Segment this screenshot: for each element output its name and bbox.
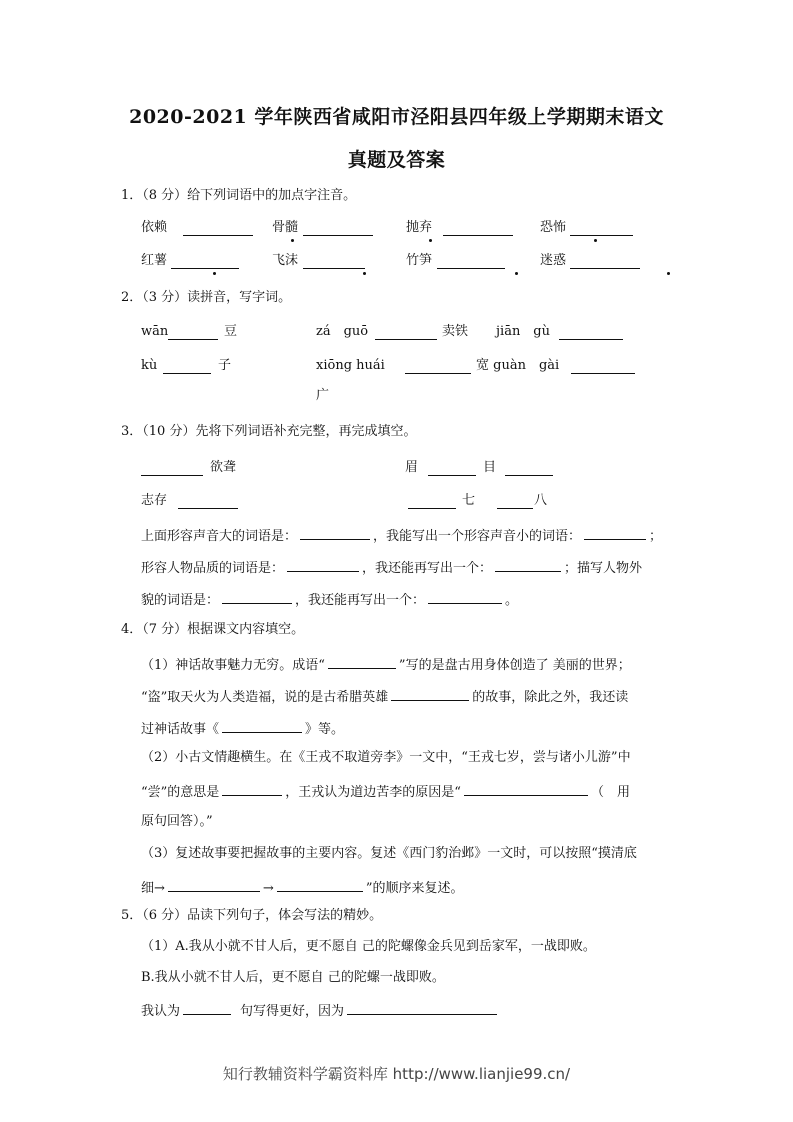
answer-blank[interactable] [178, 494, 238, 509]
sentence-text: 貌的词语是： [141, 593, 220, 608]
q2-pinyin-ku: kù [141, 358, 158, 373]
document-title-line2: 真题及答案 [347, 149, 446, 171]
q2-text-dou: 豆 [224, 324, 238, 339]
sentence-text: 我认为 [141, 1004, 181, 1019]
answer-blank[interactable] [277, 877, 363, 892]
sentence-text: （ 用 [590, 785, 630, 800]
answer-blank[interactable] [391, 686, 469, 701]
q1-word-feimo [272, 252, 298, 270]
sentence-text: 上面形容声音大的词语是： [141, 529, 298, 544]
answer-blank[interactable] [222, 718, 302, 733]
q3-word-yulong: 欲聋 [210, 460, 237, 475]
q3-sentence-3 [141, 589, 518, 610]
answer-blank[interactable] [497, 494, 533, 509]
footer-watermark: 知行教辅资料学霸资料库 http://www.lianjie99.cn/ [222, 1065, 571, 1083]
word-text: 迷惑 [540, 253, 567, 268]
answer-blank[interactable] [183, 221, 253, 236]
q2-text-zi: 子 [218, 358, 232, 373]
q3-word-mei: 眉 [405, 460, 419, 475]
q3-word-qi: 七 [462, 493, 476, 508]
q3-sentence-1 [141, 525, 662, 546]
sentence-text: 》等。 [305, 722, 345, 737]
sentence-text: ，王戎认为道边苦李的原因是“ [285, 785, 461, 800]
q3-word-mu: 目 [483, 460, 497, 475]
answer-blank[interactable] [328, 654, 396, 669]
answer-blank[interactable] [163, 359, 211, 374]
answer-blank[interactable] [428, 461, 476, 476]
answer-blank[interactable] [571, 359, 635, 374]
answer-blank[interactable] [559, 325, 623, 340]
q2-text-maitie: 卖铁 [442, 324, 469, 339]
sentence-text: “尝”的意思是 [141, 785, 220, 800]
q2-pinyin-wan: wān [141, 324, 169, 339]
q4-part1-line2 [141, 686, 628, 707]
answer-blank[interactable] [428, 589, 502, 604]
q1-word-yilai [141, 219, 167, 237]
answer-blank[interactable] [437, 254, 505, 269]
sentence-text: ； [649, 529, 663, 544]
q4-part2-line1: （2）小古文情趣横生。在《王戎不取道旁李》一文中，“王戎七岁，尝与诸小儿游”中 [141, 750, 631, 765]
sentence-text: ，我还能再写出一个： [362, 561, 493, 576]
emphasis-dot [510, 252, 523, 270]
q4-part2-line2 [141, 781, 630, 802]
answer-blank[interactable] [408, 494, 456, 509]
q1-word-kongbu [540, 219, 566, 237]
q4-part3-line1: （3）复述故事要把握故事的主要内容。复述《西门豹治邺》一文时，可以按照“摸清底 [141, 846, 637, 861]
q3-word-zhicun: 志存 [141, 493, 168, 508]
word-text: 竹笋 [406, 253, 433, 268]
word-text: 依赖 [141, 220, 168, 235]
answer-blank[interactable] [495, 557, 561, 572]
answer-blank[interactable] [347, 1000, 497, 1015]
q5-stem: 5．（6 分）品读下列句子，体会写法的精妙。 [121, 908, 383, 923]
sentence-text: 。 [505, 593, 519, 608]
answer-blank[interactable] [570, 254, 640, 269]
word-text: 红薯 [141, 253, 168, 268]
sentence-text: 形容人物品质的词语是： [141, 561, 285, 576]
sentence-text: “盗”取天火为人类造福，说的是古希腊英雄 [141, 690, 389, 705]
q4-part1-line1 [141, 654, 631, 675]
sentence-text: ，我能写出一个形容声音小的词语： [373, 529, 582, 544]
answer-blank[interactable] [303, 221, 373, 236]
q2-pinyin-zaguo: zá guō [316, 324, 369, 339]
emphasis-dot [286, 219, 299, 237]
sentence-text: 句写得更好，因为 [240, 1004, 345, 1019]
answer-blank[interactable] [443, 221, 513, 236]
q3-sentence-2 [141, 557, 642, 578]
answer-blank[interactable] [168, 325, 218, 340]
document-title-line1: 2020-2021 学年陕西省咸阳市泾阳县四年级上学期期末语文 [129, 106, 664, 128]
q1-word-hongshu [141, 252, 167, 270]
sentence-text: ”的顺序来复述。 [365, 881, 464, 896]
q2-pinyin-guangai: 宽 guàn gài [476, 358, 560, 373]
sentence-text: ”写的是盘古用身体创造了 美丽的世界； [398, 658, 631, 673]
emphasis-dot [424, 219, 437, 237]
sentence-text: ，我还能再写出一个： [295, 593, 426, 608]
answer-blank[interactable] [287, 557, 359, 572]
q1-stem: 1．（8 分）给下列词语中的加点字注音。 [121, 188, 357, 203]
word-text: 恐怖 [540, 220, 567, 235]
q4-stem: 4．（7 分）根据课文内容填空。 [121, 622, 305, 637]
q3-stem: 3．（10 分）先将下列词语补充完整，再完成填空。 [121, 424, 417, 439]
q3-word-ba: 八 [534, 493, 548, 508]
answer-blank[interactable] [405, 359, 471, 374]
answer-blank[interactable] [222, 589, 292, 604]
q1-word-mihuo [540, 252, 566, 270]
q2-stem: 2．（3 分）读拼音，写字词。 [121, 290, 292, 305]
answer-blank[interactable] [505, 461, 553, 476]
answer-blank[interactable] [570, 221, 633, 236]
word-text: 骨髓 [272, 220, 299, 235]
answer-blank[interactable] [168, 877, 260, 892]
answer-blank[interactable] [222, 781, 282, 796]
emphasis-dot [662, 252, 675, 270]
q2-pinyin-jiangu: jiān gù [496, 324, 551, 339]
q4-part2-line3: 原句回答）。” [141, 814, 213, 829]
q1-word-zhusun [406, 252, 432, 270]
answer-blank[interactable] [141, 461, 203, 476]
answer-blank[interactable] [303, 254, 365, 269]
answer-blank[interactable] [464, 781, 588, 796]
answer-blank[interactable] [375, 325, 437, 340]
q5-answer-line [141, 1000, 500, 1021]
sentence-text: ；描写人物外 [564, 561, 643, 576]
sentence-text: （1）神话故事魅力无穷。成语“ [141, 658, 325, 673]
q5-sentence-a: （1）A.我从小就不甘人后，更不愿自 己的陀螺像金兵见到岳家军，一战即败。 [141, 939, 596, 954]
sentence-text: 过神话故事《 [141, 722, 220, 737]
sentence-text: 的故事，除此之外，我还读 [472, 690, 629, 705]
q2-text-guang: 广 [316, 388, 330, 403]
answer-blank[interactable] [183, 1000, 231, 1015]
q4-part1-line3 [141, 718, 344, 739]
word-text: 抛弃 [406, 220, 433, 235]
answer-blank[interactable] [300, 525, 370, 540]
word-text: 飞沫 [272, 253, 299, 268]
sentence-text: 细→ [141, 881, 165, 896]
answer-blank[interactable] [171, 254, 239, 269]
q4-part3-line2 [141, 877, 463, 898]
sentence-text: → [262, 881, 274, 896]
q2-pinyin-xionghuai: xiōng huái [316, 358, 385, 373]
q5-sentence-b: B.我从小就不甘人后，更不愿自 己的陀螺一战即败。 [141, 970, 445, 985]
answer-blank[interactable] [584, 525, 646, 540]
